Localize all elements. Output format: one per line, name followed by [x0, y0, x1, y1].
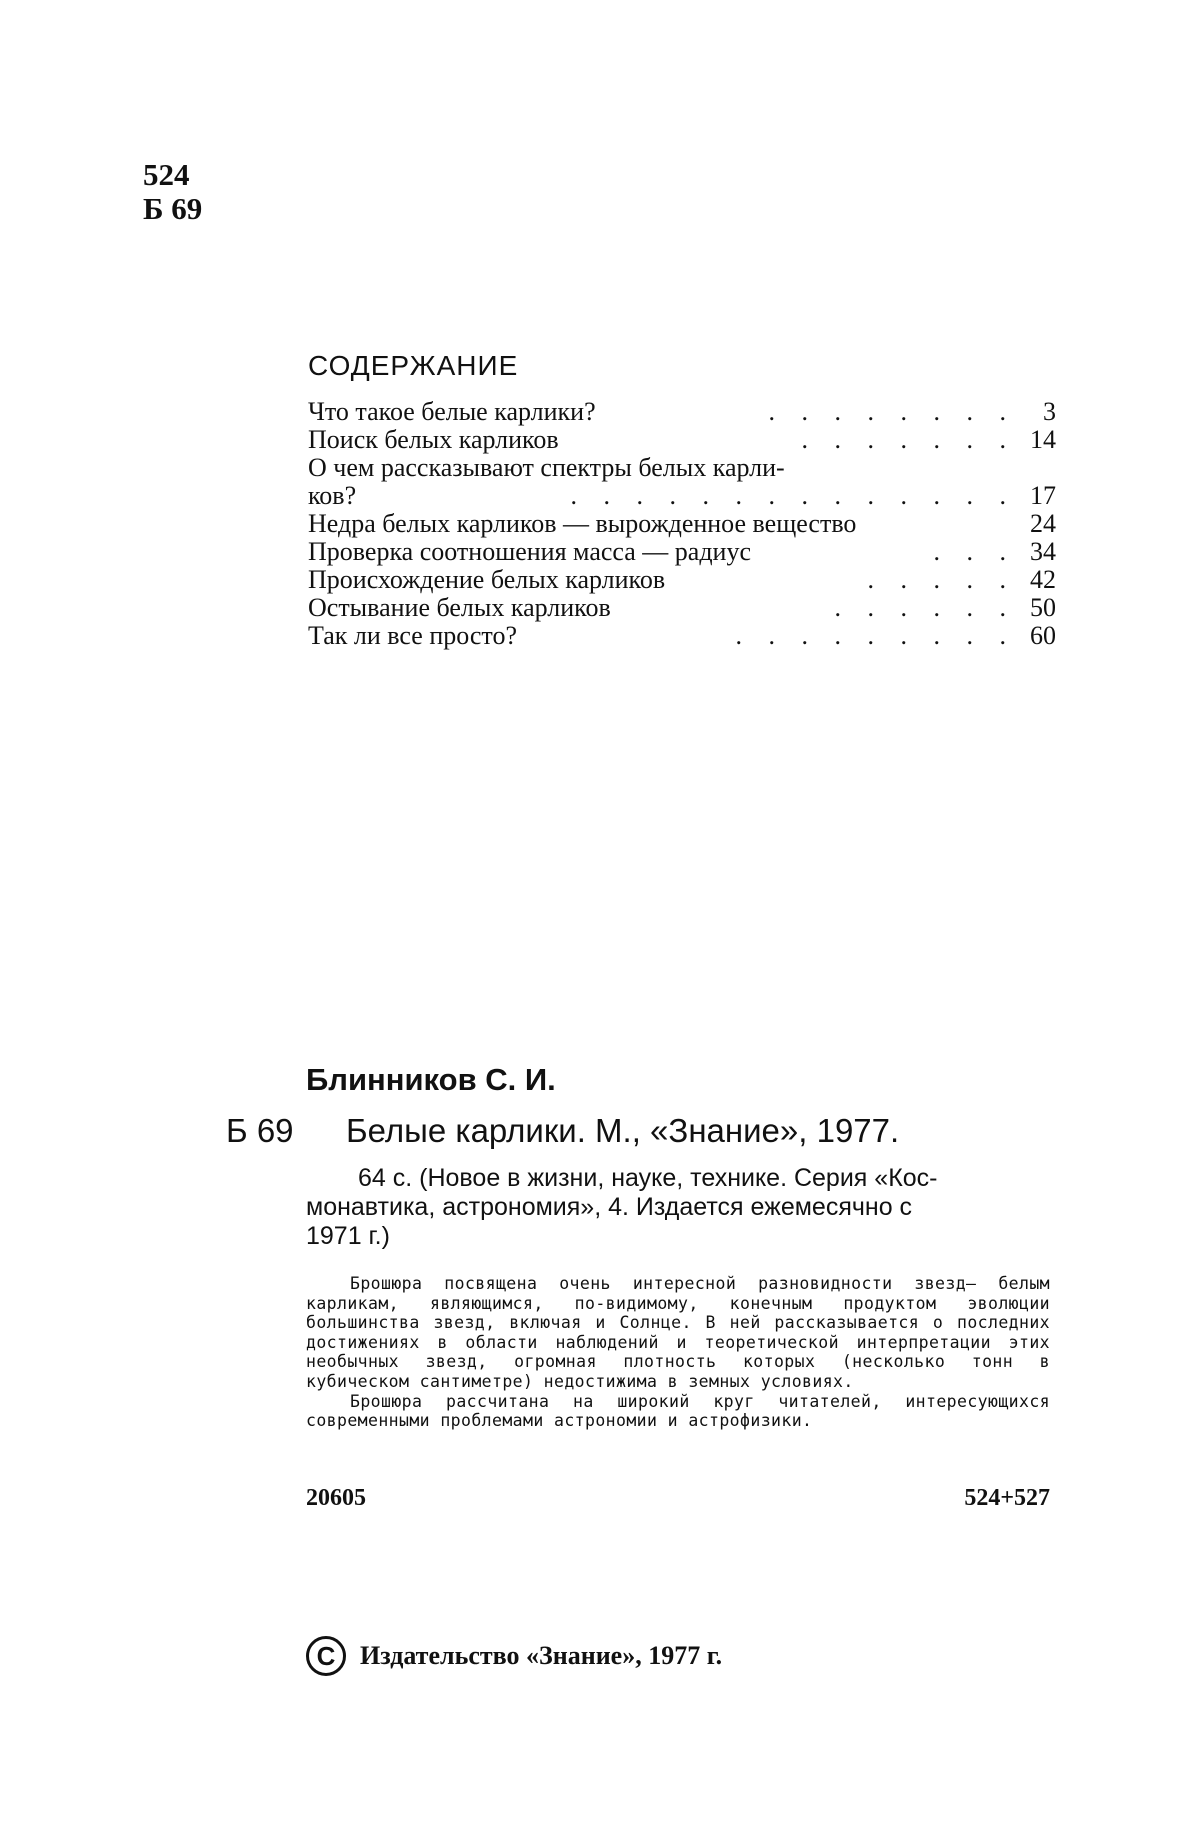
- toc-entry: [308, 594, 1056, 622]
- toc-entry: [308, 622, 1056, 650]
- toc-entry-label: Проверка соотношения масса — радиус: [308, 537, 752, 566]
- udc-number: 524: [143, 157, 190, 192]
- toc-entry-label: Недра белых карликов — вырожденное вещество: [308, 509, 857, 538]
- catalog-annotation: [306, 1274, 1050, 1431]
- toc-entry-label: Что такое белые карлики?: [308, 397, 596, 426]
- toc-leader-dots: . . .: [933, 538, 1016, 566]
- toc-entry-label: Поиск белых карликов: [308, 425, 559, 454]
- imprint-line: 1971 г.): [306, 1222, 390, 1250]
- toc-page-number: 14: [1030, 425, 1056, 454]
- catalog-number-right: 524+527: [964, 1485, 1050, 1511]
- contents-title: СОДЕРЖАНИЕ: [308, 350, 519, 381]
- toc-entry: [308, 538, 1056, 566]
- toc-page-number: 60: [1030, 621, 1056, 650]
- udc-code-block: [143, 158, 202, 226]
- toc-entry: [308, 482, 1056, 510]
- toc-page-number: 50: [1030, 593, 1056, 622]
- toc-leader-dots: . . . . .: [867, 566, 1016, 594]
- toc-entry-label-continued: ков?: [308, 481, 357, 510]
- toc-leader-dots: . . . . . .: [834, 594, 1016, 622]
- toc-page-number: 24: [1030, 509, 1056, 538]
- catalog-imprint: [306, 1164, 1050, 1251]
- toc-leader-dots: . . . . . . .: [801, 426, 1016, 454]
- toc-page-number: 42: [1030, 565, 1056, 594]
- toc-entry-label: Так ли все просто?: [308, 621, 517, 650]
- toc-entry: [308, 566, 1056, 594]
- imprint-line: монавтика, астрономия», 4. Издается ежемесячно с: [306, 1193, 913, 1221]
- copyright-text: Издательство «Знание», 1977 г.: [360, 1641, 723, 1670]
- udc-author-mark: Б 69: [143, 191, 203, 226]
- toc-leader-dots: . . . . . . . . .: [735, 622, 1016, 650]
- copyright-icon: C: [306, 1636, 346, 1676]
- toc-leader-dots: . . . . . . . . . . . . . .: [570, 482, 1016, 510]
- catalog-title: Белые карлики. М., «Знание», 1977.: [346, 1112, 900, 1149]
- annotation-paragraph: Брошюра посвящена очень интересной разновидности звезд— белым карликам, являющимся, по-видимому, конечным продуктом эволюции большинства звезд, включая и Солнце. В ней рассказывается о последних достижениях в области наблюдений и теоретической интерпретации этих необычных звезд, огромная плотность которых (несколько тонн в кубическом сантиметре) недостижима в земных условиях.: [306, 1274, 1050, 1391]
- toc-entry-label: Остывание белых карликов: [308, 593, 611, 622]
- annotation-paragraph: Брошюра рассчитана на широкий круг читателей, интересующихся современными проблемами астрономии и астрофизики.: [306, 1391, 1050, 1431]
- toc-entry-first-line: [308, 454, 1056, 482]
- toc-entry: [308, 398, 1056, 426]
- table-of-contents: [308, 398, 1056, 650]
- toc-page-number: 3: [1043, 397, 1056, 426]
- catalog-title-line: [226, 1112, 899, 1150]
- toc-entry-label: О чем рассказывают спектры белых карли-: [308, 453, 785, 482]
- catalog-number-left: 20605: [306, 1485, 366, 1511]
- catalog-author: Блинников С. И.: [306, 1062, 556, 1097]
- toc-entry: [308, 426, 1056, 454]
- toc-page-number: 17: [1030, 481, 1056, 510]
- imprint-line: 64 с. (Новое в жизни, науке, технике. Серия «Кос-: [358, 1164, 938, 1192]
- toc-entry: [308, 510, 1056, 538]
- toc-leader-dots: . . . . . . . .: [768, 398, 1016, 426]
- toc-entry-label: Происхождение белых карликов: [308, 565, 666, 594]
- toc-page-number: 34: [1030, 537, 1056, 566]
- catalog-code: Б 69: [226, 1112, 294, 1149]
- copyright-line: [306, 1636, 722, 1676]
